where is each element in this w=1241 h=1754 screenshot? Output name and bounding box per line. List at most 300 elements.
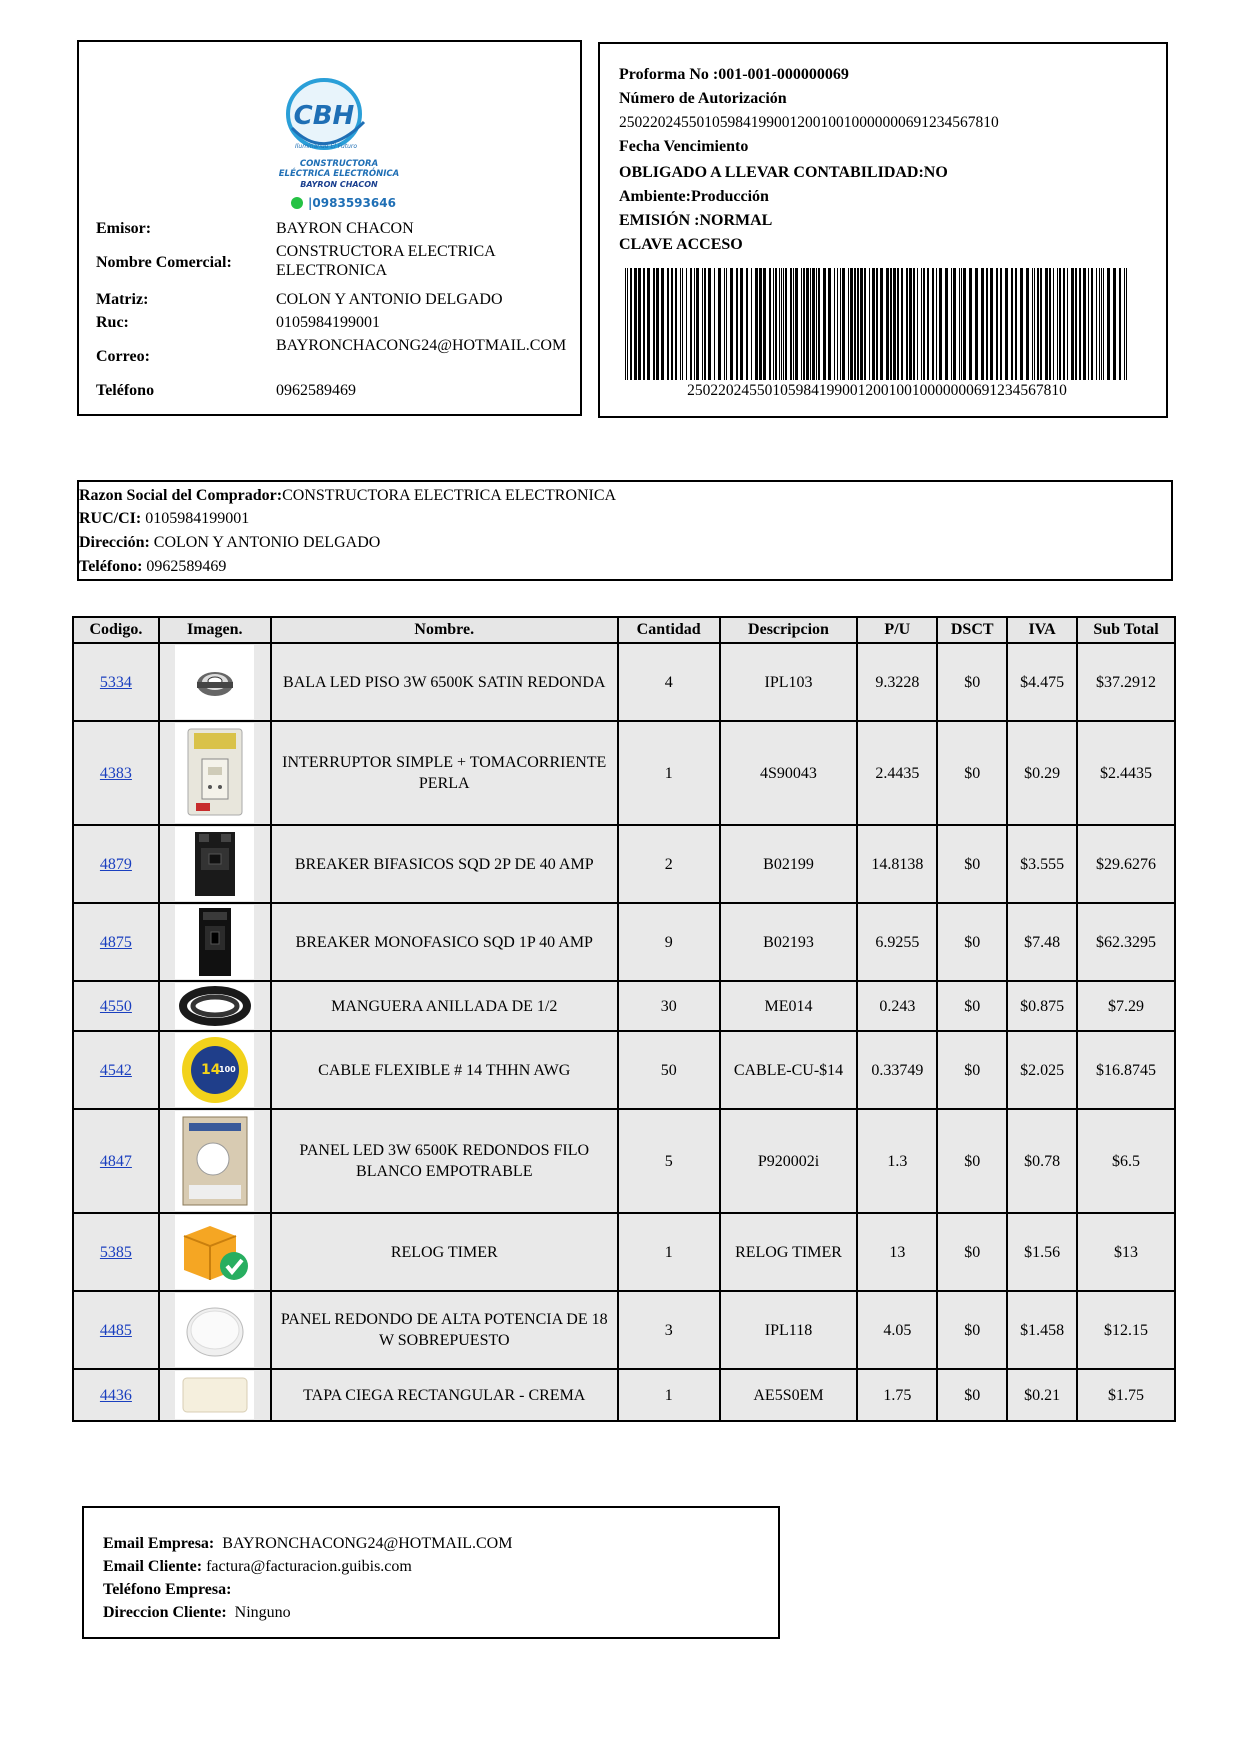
barcode-bar xyxy=(936,268,937,380)
email-empresa-value: BAYRONCHACONG24@HOTMAIL.COM xyxy=(222,1535,513,1552)
barcode-bar xyxy=(963,268,966,380)
table-row xyxy=(73,1109,1175,1213)
cell-pu: 1.3 xyxy=(857,1109,937,1213)
cell-dsct: $0 xyxy=(937,981,1007,1031)
product-thumbnail-blank-plate xyxy=(175,1371,254,1419)
logo-phone: |0983593646 xyxy=(308,196,396,210)
cell-pu: 0.243 xyxy=(857,981,937,1031)
col-imagen: Imagen. xyxy=(159,617,271,643)
direccion-cliente-row xyxy=(103,1603,291,1622)
cell-dsct: $0 xyxy=(937,1031,1007,1109)
cell-dsct: $0 xyxy=(937,721,1007,825)
barcode-bar xyxy=(1101,268,1102,380)
barcode-bar xyxy=(718,268,721,380)
barcode-bar xyxy=(803,268,805,380)
barcode-bar xyxy=(634,268,637,380)
cell-codigo xyxy=(73,721,159,825)
cell-descripcion: ME014 xyxy=(720,981,858,1031)
cell-imagen xyxy=(159,981,271,1031)
cell-codigo xyxy=(73,903,159,981)
barcode-bar xyxy=(795,268,798,380)
barcode-bar xyxy=(1053,268,1054,380)
barcode-bar xyxy=(1124,268,1125,380)
barcode-bar xyxy=(1079,268,1081,380)
col-pu: P/U xyxy=(857,617,937,643)
cell-nombre: PANEL REDONDO DE ALTA POTENCIA DE 18 W SOBREPUESTO xyxy=(271,1291,618,1369)
correo-value: BAYRONCHACONG24@HOTMAIL.COM xyxy=(276,337,567,354)
barcode-bar xyxy=(746,268,748,380)
barcode-bar xyxy=(724,268,725,380)
barcode-bar xyxy=(630,268,632,380)
product-code-link[interactable]: 4383 xyxy=(99,764,132,782)
whatsapp-icon xyxy=(291,197,303,209)
cell-iva: $0.78 xyxy=(1007,1109,1077,1213)
svg-text:100: 100 xyxy=(218,1065,236,1074)
table-row xyxy=(73,981,1175,1031)
vencimiento-label: Fecha Vencimiento xyxy=(619,138,749,155)
barcode-bar xyxy=(909,268,912,380)
barcode-bar xyxy=(959,268,960,380)
cell-nombre: BREAKER MONOFASICO SQD 1P 40 AMP xyxy=(271,903,618,981)
barcode-bar xyxy=(740,268,743,380)
nombre-comercial-label: Nombre Comercial: xyxy=(96,254,232,271)
email-cliente-label: Email Cliente: xyxy=(103,1558,203,1575)
product-thumbnail-round-led-light xyxy=(175,645,254,719)
telefono-label: Teléfono xyxy=(96,382,155,399)
cell-cantidad: 1 xyxy=(618,1369,720,1421)
barcode-bar xyxy=(893,268,896,380)
cell-nombre: PANEL LED 3W 6500K REDONDOS FILO BLANCO EMPOTRABLE xyxy=(271,1109,618,1213)
razon-social-row xyxy=(79,486,616,505)
barcode-bar xyxy=(857,268,859,380)
cell-dsct: $0 xyxy=(937,1369,1007,1421)
cell-nombre: BREAKER BIFASICOS SQD 2P DE 40 AMP xyxy=(271,825,618,903)
barcode-bar xyxy=(763,268,766,380)
barcode-bar xyxy=(1005,268,1008,380)
barcode-bar xyxy=(876,268,878,380)
cell-iva: $0.29 xyxy=(1007,721,1077,825)
cell-descripcion: CABLE-CU-$14 xyxy=(720,1031,858,1109)
cell-iva: $7.48 xyxy=(1007,903,1077,981)
barcode-bar xyxy=(828,268,831,380)
barcode-bar xyxy=(1015,268,1017,380)
comprador-telefono-row xyxy=(79,557,226,576)
barcode-bar xyxy=(647,268,650,380)
cell-codigo xyxy=(73,1213,159,1291)
barcode-bar xyxy=(860,268,863,380)
cell-descripcion: RELOG TIMER xyxy=(720,1213,858,1291)
barcode-bar xyxy=(1032,268,1033,380)
razon-social-label: Razon Social del Comprador: xyxy=(79,487,283,504)
cell-imagen xyxy=(159,1369,271,1421)
cell-subtotal: $1.75 xyxy=(1077,1369,1175,1421)
cell-cantidad: 5 xyxy=(618,1109,720,1213)
table-row xyxy=(73,825,1175,903)
cell-subtotal: $16.8745 xyxy=(1077,1031,1175,1109)
cell-cantidad: 9 xyxy=(618,903,720,981)
cell-imagen xyxy=(159,903,271,981)
barcode-bar xyxy=(726,268,727,380)
logo-icon xyxy=(264,62,414,212)
cell-pu: 14.8138 xyxy=(857,825,937,903)
cell-imagen xyxy=(159,825,271,903)
cell-dsct: $0 xyxy=(937,1213,1007,1291)
cell-pu: 1.75 xyxy=(857,1369,937,1421)
barcode-bar xyxy=(690,268,692,380)
barcode-bar xyxy=(1103,268,1104,380)
cell-nombre: TAPA CIEGA RECTANGULAR - CREMA xyxy=(271,1369,618,1421)
barcode-bar xyxy=(854,268,856,380)
barcode-bar xyxy=(696,268,699,380)
direccion-cliente-label: Direccion Cliente: xyxy=(103,1604,227,1621)
items-table xyxy=(72,616,1176,1422)
barcode-bar xyxy=(708,268,711,380)
cell-subtotal: $7.29 xyxy=(1077,981,1175,1031)
cell-imagen xyxy=(159,1031,271,1109)
barcode-bar xyxy=(653,268,655,380)
cell-descripcion: IPL103 xyxy=(720,643,858,721)
barcode-bar xyxy=(769,268,771,380)
barcode-bar xyxy=(627,268,628,380)
barcode-bar xyxy=(921,268,922,380)
cell-iva: $3.555 xyxy=(1007,825,1077,903)
product-thumbnail-breaker-2p xyxy=(175,827,254,901)
comprador-telefono-label: Teléfono: xyxy=(79,558,143,575)
col-subtotal: Sub Total xyxy=(1077,617,1175,643)
product-code-link[interactable]: 4550 xyxy=(99,997,132,1015)
barcode-bar xyxy=(675,268,677,380)
logo-line3: BAYRON CHACON xyxy=(300,180,378,189)
barcode-bar xyxy=(671,268,673,380)
product-code-link[interactable]: 4875 xyxy=(99,933,132,951)
barcode-bar xyxy=(810,268,811,380)
product-thumbnail-cable-roll xyxy=(175,1033,254,1107)
cell-subtotal: $13 xyxy=(1077,1213,1175,1291)
cell-codigo xyxy=(73,643,159,721)
ruc-ci-value: 0105984199001 xyxy=(141,510,250,527)
cell-nombre: MANGUERA ANILLADA DE 1/2 xyxy=(271,981,618,1031)
barcode-bar xyxy=(1096,268,1097,380)
ruc-value: 0105984199001 xyxy=(276,314,380,331)
cell-cantidad: 1 xyxy=(618,1213,720,1291)
cell-descripcion: AE5S0EM xyxy=(720,1369,858,1421)
table-row xyxy=(73,1213,1175,1291)
barcode-bar xyxy=(779,268,780,380)
email-cliente-row xyxy=(103,1557,412,1576)
barcode-bar xyxy=(1119,268,1121,380)
barcode-bar xyxy=(694,268,695,380)
barcode-bar xyxy=(913,268,915,380)
barcode-bar xyxy=(730,268,733,380)
cell-subtotal: $62.3295 xyxy=(1077,903,1175,981)
comprador-box xyxy=(77,480,1173,581)
cell-pu: 4.05 xyxy=(857,1291,937,1369)
barcode-bar xyxy=(975,268,978,380)
col-dsct: DSCT xyxy=(937,617,1007,643)
nombre-comercial-value: CONSTRUCTORA ELECTRICA ELECTRONICA xyxy=(276,243,495,279)
cell-nombre: BALA LED PISO 3W 6500K SATIN REDONDA xyxy=(271,643,618,721)
cell-iva: $1.56 xyxy=(1007,1213,1077,1291)
footer-box xyxy=(82,1506,780,1639)
barcode-bar xyxy=(1126,268,1127,380)
logo-line2: ELÉCTRICA ELECTRÓNICA xyxy=(278,169,400,179)
direccion-row xyxy=(79,533,380,552)
barcode-bar xyxy=(872,268,875,380)
cell-codigo xyxy=(73,981,159,1031)
barcode-bar xyxy=(793,268,794,380)
ruc-ci-row xyxy=(79,509,249,528)
barcode-bar xyxy=(961,268,962,380)
cell-nombre: INTERRUPTOR SIMPLE + TOMACORRIENTE PERLA xyxy=(271,721,618,825)
cell-pu: 9.3228 xyxy=(857,643,937,721)
cell-codigo xyxy=(73,825,159,903)
col-cantidad: Cantidad xyxy=(618,617,720,643)
barcode-bar xyxy=(1107,268,1110,380)
cell-pu: 2.4435 xyxy=(857,721,937,825)
email-cliente-value: factura@facturacion.guibis.com xyxy=(206,1558,412,1575)
direccion-cliente-value: Ninguno xyxy=(234,1604,291,1621)
barcode-bar xyxy=(714,268,715,380)
telefono-value: 0962589469 xyxy=(276,382,356,399)
cell-cantidad: 4 xyxy=(618,643,720,721)
cell-imagen xyxy=(159,1109,271,1213)
cell-pu: 0.33749 xyxy=(857,1031,937,1109)
cell-iva: $1.458 xyxy=(1007,1291,1077,1369)
barcode-bar xyxy=(806,268,809,380)
barcode-bar xyxy=(1067,268,1068,380)
cell-dsct: $0 xyxy=(937,903,1007,981)
product-thumbnail-hose xyxy=(175,983,254,1029)
cell-subtotal: $29.6276 xyxy=(1077,825,1175,903)
cell-cantidad: 1 xyxy=(618,721,720,825)
barcode-bar xyxy=(842,268,845,380)
cell-descripcion: B02193 xyxy=(720,903,858,981)
barcode-bar xyxy=(818,268,820,380)
cell-iva: $4.475 xyxy=(1007,643,1077,721)
table-row xyxy=(73,903,1175,981)
product-thumbnail-breaker-1p xyxy=(175,905,254,979)
logo-slogan: Iluminando El Futuro xyxy=(294,143,358,150)
col-codigo: Codigo. xyxy=(73,617,159,643)
company-logo xyxy=(264,62,414,212)
cell-imagen xyxy=(159,721,271,825)
autorizacion-value: 2502202455010598419900120010010000000691234567810 xyxy=(619,114,999,131)
cell-dsct: $0 xyxy=(937,1109,1007,1213)
product-code-link[interactable]: 4436 xyxy=(99,1386,132,1404)
barcode-bar xyxy=(1059,268,1061,380)
barcode-bar xyxy=(897,268,899,380)
barcode-bar xyxy=(736,268,738,380)
cell-dsct: $0 xyxy=(937,643,1007,721)
col-descripcion: Descripcion xyxy=(720,617,858,643)
barcode-bar xyxy=(1071,268,1074,380)
barcode-bar xyxy=(1049,268,1051,380)
barcode-bar xyxy=(775,268,777,380)
cell-iva: $0.875 xyxy=(1007,981,1077,1031)
cell-cantidad: 3 xyxy=(618,1291,720,1369)
table-row xyxy=(73,1031,1175,1109)
correo-label: Correo: xyxy=(96,348,150,365)
cell-subtotal: $37.2912 xyxy=(1077,643,1175,721)
barcode-bar xyxy=(751,268,752,380)
barcode-bar xyxy=(1040,268,1042,380)
cell-imagen xyxy=(159,1291,271,1369)
barcode-bar xyxy=(1099,268,1100,380)
barcode-bar xyxy=(1063,268,1065,380)
barcode-image xyxy=(623,268,1131,380)
barcode-bar xyxy=(1034,268,1035,380)
cell-descripcion: B02199 xyxy=(720,825,858,903)
barcode-bar xyxy=(886,268,889,380)
barcode-bar xyxy=(880,268,883,380)
barcode-bar xyxy=(834,268,835,380)
direccion-value: COLON Y ANTONIO DELGADO xyxy=(149,534,381,551)
col-nombre: Nombre. xyxy=(271,617,618,643)
matriz-value: COLON Y ANTONIO DELGADO xyxy=(276,291,503,308)
barcode-bar xyxy=(869,268,870,380)
emisor-box xyxy=(77,40,582,416)
comprador-telefono-value: 0962589469 xyxy=(142,558,227,575)
barcode-bar xyxy=(837,268,838,380)
barcode-bar xyxy=(890,268,892,380)
cell-codigo xyxy=(73,1369,159,1421)
barcode-bar xyxy=(945,268,948,380)
logo-line1: CONSTRUCTORA xyxy=(299,159,379,169)
barcode-bar xyxy=(1020,268,1023,380)
barcode-bar xyxy=(704,268,706,380)
matriz-label: Matriz: xyxy=(96,291,149,308)
barcode-bar xyxy=(951,268,952,380)
product-thumbnail-box-check xyxy=(175,1215,254,1289)
barcode-bar xyxy=(773,268,774,380)
barcode-bar xyxy=(1026,268,1029,380)
barcode-bar xyxy=(783,268,784,380)
barcode-bar xyxy=(969,268,972,380)
table-row xyxy=(73,721,1175,825)
product-code-link[interactable]: 4485 xyxy=(99,1321,132,1339)
product-thumbnail-round-panel xyxy=(175,1293,254,1367)
emisor-label: Emisor: xyxy=(96,220,152,237)
cell-pu: 13 xyxy=(857,1213,937,1291)
barcode-bar xyxy=(656,268,659,380)
product-code-link[interactable]: 5385 xyxy=(99,1243,132,1261)
product-thumbnail-led-panel-box xyxy=(175,1111,254,1211)
barcode-bar xyxy=(840,268,841,380)
table-row xyxy=(73,1369,1175,1421)
barcode-bar xyxy=(1083,268,1086,380)
cell-codigo xyxy=(73,1031,159,1109)
product-code-link[interactable]: 5334 xyxy=(99,673,132,691)
barcode-bar xyxy=(812,268,815,380)
cell-dsct: $0 xyxy=(937,1291,1007,1369)
clave-acceso-label: CLAVE ACCESO xyxy=(619,236,743,253)
barcode-bar xyxy=(927,268,929,380)
barcode-bar xyxy=(848,268,849,380)
razon-social-value: CONSTRUCTORA ELECTRICA ELECTRONICA xyxy=(282,487,617,504)
barcode-bar xyxy=(996,268,998,380)
cell-descripcion: P920002i xyxy=(720,1109,858,1213)
cell-imagen xyxy=(159,643,271,721)
table-row xyxy=(73,1291,1175,1369)
table-row xyxy=(73,643,1175,721)
email-empresa-label: Email Empresa: xyxy=(103,1535,215,1552)
barcode-bar xyxy=(702,268,703,380)
product-code-link[interactable]: 4542 xyxy=(99,1061,132,1079)
barcode-bar xyxy=(759,268,762,380)
barcode-bar xyxy=(917,268,918,380)
cell-subtotal: $6.5 xyxy=(1077,1109,1175,1213)
cell-codigo xyxy=(73,1109,159,1213)
barcode-bar xyxy=(638,268,641,380)
cell-pu: 6.9255 xyxy=(857,903,937,981)
barcode-bar xyxy=(816,268,817,380)
barcode-bar xyxy=(906,268,908,380)
cell-subtotal: $2.4435 xyxy=(1077,721,1175,825)
barcode-bar xyxy=(661,268,664,380)
barcode-bar xyxy=(682,268,683,380)
barcode-bar xyxy=(781,268,782,380)
product-code-link[interactable]: 4847 xyxy=(99,1152,132,1170)
barcode-bar xyxy=(1000,268,1002,380)
barcode-bar xyxy=(986,268,988,380)
barcode-bar xyxy=(1057,268,1058,380)
barcode-bar xyxy=(1075,268,1077,380)
cell-subtotal: $12.15 xyxy=(1077,1291,1175,1369)
barcode-bar xyxy=(1011,268,1013,380)
svg-text:14: 14 xyxy=(200,1062,221,1078)
cell-dsct: $0 xyxy=(937,825,1007,903)
barcode-bar xyxy=(1113,268,1116,380)
barcode-bar xyxy=(686,268,687,380)
col-iva: IVA xyxy=(1007,617,1077,643)
proforma-box xyxy=(598,42,1168,418)
product-code-link[interactable]: 4879 xyxy=(99,855,132,873)
barcode-bar xyxy=(667,268,669,380)
barcode-bar xyxy=(901,268,903,380)
direccion-label: Dirección: xyxy=(79,534,150,551)
barcode-bar xyxy=(923,268,925,380)
telefono-empresa-label: Teléfono Empresa: xyxy=(103,1581,232,1598)
barcode-bar xyxy=(755,268,758,380)
barcode-bar xyxy=(1045,268,1048,380)
barcode-number: 2502202455010598419900120010010000000691234567810 xyxy=(687,382,1067,399)
barcode-bar xyxy=(864,268,866,380)
barcode-bar xyxy=(939,268,942,380)
ambiente-label: Ambiente:Producción xyxy=(619,188,769,205)
proforma-number: Proforma No :001-001-000000069 xyxy=(619,66,849,83)
telefono-empresa-row xyxy=(103,1580,231,1599)
barcode-bar xyxy=(1088,268,1089,380)
cell-descripcion: 4S90043 xyxy=(720,721,858,825)
barcode-bar xyxy=(850,268,853,380)
cell-cantidad: 30 xyxy=(618,981,720,1031)
cell-nombre: CABLE FLEXIBLE # 14 THHN AWG xyxy=(271,1031,618,1109)
barcode-bar xyxy=(680,268,681,380)
barcode-bar xyxy=(932,268,934,380)
autorizacion-label: Número de Autorización xyxy=(619,90,787,107)
barcode-bar xyxy=(790,268,792,380)
barcode-bar xyxy=(953,268,956,380)
barcode-bar xyxy=(823,268,826,380)
contabilidad-label: OBLIGADO A LLEVAR CONTABILIDAD:NO xyxy=(619,164,948,181)
ruc-ci-label: RUC/CI: xyxy=(79,510,142,527)
barcode-bar xyxy=(990,268,993,380)
product-thumbnail-switch-outlet xyxy=(175,723,254,823)
barcode-bar xyxy=(801,268,802,380)
table-header-row xyxy=(73,617,1175,643)
barcode-bar xyxy=(1037,268,1039,380)
ruc-label: Ruc: xyxy=(96,314,129,331)
